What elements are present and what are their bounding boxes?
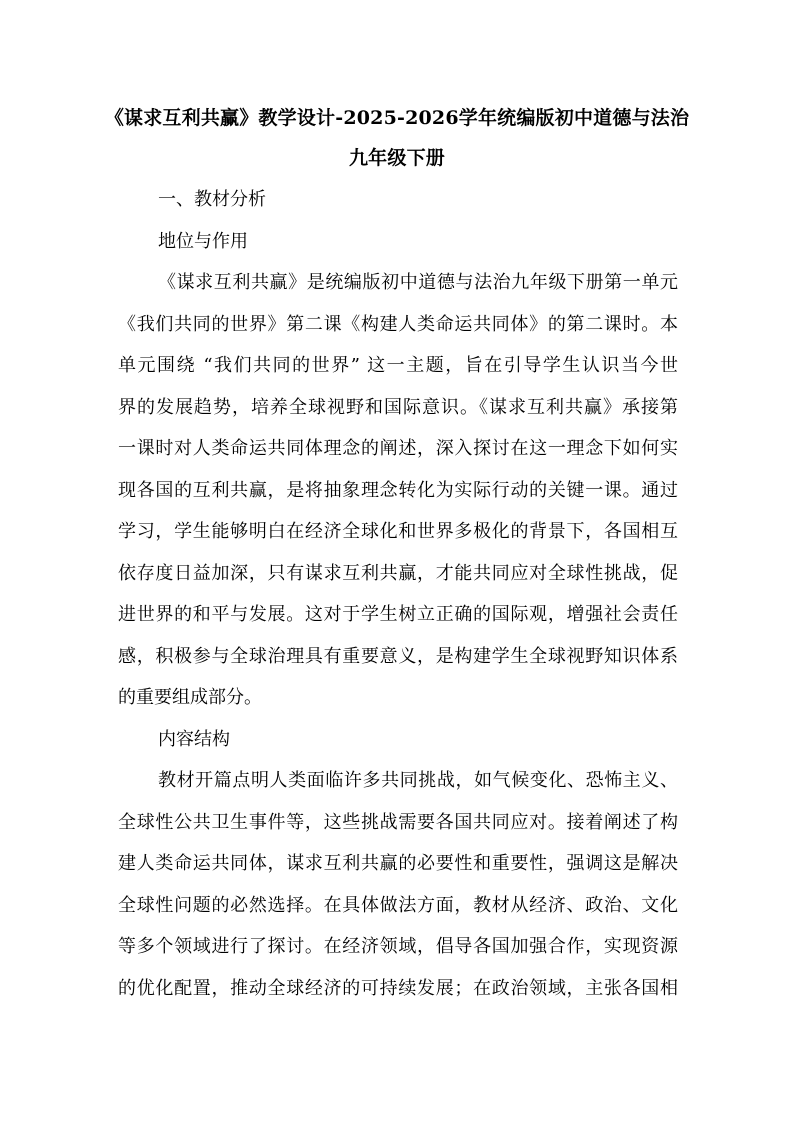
paragraph-1-line: 单元围绕 “我们共同的世界” 这一主题，旨在引导学生认识当今世 <box>118 355 678 376</box>
paragraph-1-line: 现各国的互利共赢，是将抽象理念转化为实际行动的关键一课。通过 <box>118 480 678 501</box>
paragraph-2-line: 建人类命运共同体，谋求互利共赢的必要性和重要性，强调这是解决 <box>118 853 678 874</box>
paragraph-1-line: 的重要组成部分。 <box>118 687 262 708</box>
paragraph-1-line: 感，积极参与全球治理具有重要意义，是构建学生全球视野知识体系 <box>118 646 678 667</box>
paragraph-1-line: 《我们共同的世界》第二课《构建人类命运共同体》的第二课时。本 <box>118 314 678 335</box>
paragraph-1-line: 界的发展趋势，培养全球视野和国际意识。《谋求互利共赢》承接第 <box>118 397 678 418</box>
paragraph-1-line: 学习，学生能够明白在经济全球化和世界多极化的背景下，各国相互 <box>118 521 678 542</box>
subheading-position-and-role: 地位与作用 <box>158 231 248 252</box>
paragraph-2-line: 的优化配置，推动全球经济的可持续发展；在政治领域，主张各国相 <box>118 978 678 999</box>
paragraph-2-line: 全球性公共卫生事件等，这些挑战需要各国共同应对。接着阐述了构 <box>118 812 678 833</box>
paragraph-1-line: 一课时对人类命运共同体理念的阐述，深入探讨在这一理念下如何实 <box>118 438 678 459</box>
paragraph-1-line: 依存度日益加深，只有谋求互利共赢，才能共同应对全球性挑战，促 <box>118 563 678 584</box>
subheading-content-structure: 内容结构 <box>158 729 230 750</box>
document-title-line-2: 九年级下册 <box>348 147 445 169</box>
paragraph-2-line: 全球性问题的必然选择。在具体做法方面，教材从经济、政治、文化 <box>118 895 678 916</box>
paragraph-2-line: 等多个领域进行了探讨。在经济领域，倡导各国加强合作，实现资源 <box>118 936 678 957</box>
document-title-line-1: 《谋求互利共赢》教学设计-2025-2026学年统编版初中道德与法治 <box>104 107 690 129</box>
paragraph-1-line: 《谋求互利共赢》是统编版初中道德与法治九年级下册第一单元 <box>158 272 678 293</box>
section-heading-textbook-analysis: 一、教材分析 <box>158 189 266 210</box>
paragraph-2-line: 教材开篇点明人类面临许多共同挑战，如气候变化、恐怖主义、 <box>158 770 678 791</box>
paragraph-1-line: 进世界的和平与发展。这对于学生树立正确的国际观，增强社会责任 <box>118 604 678 625</box>
